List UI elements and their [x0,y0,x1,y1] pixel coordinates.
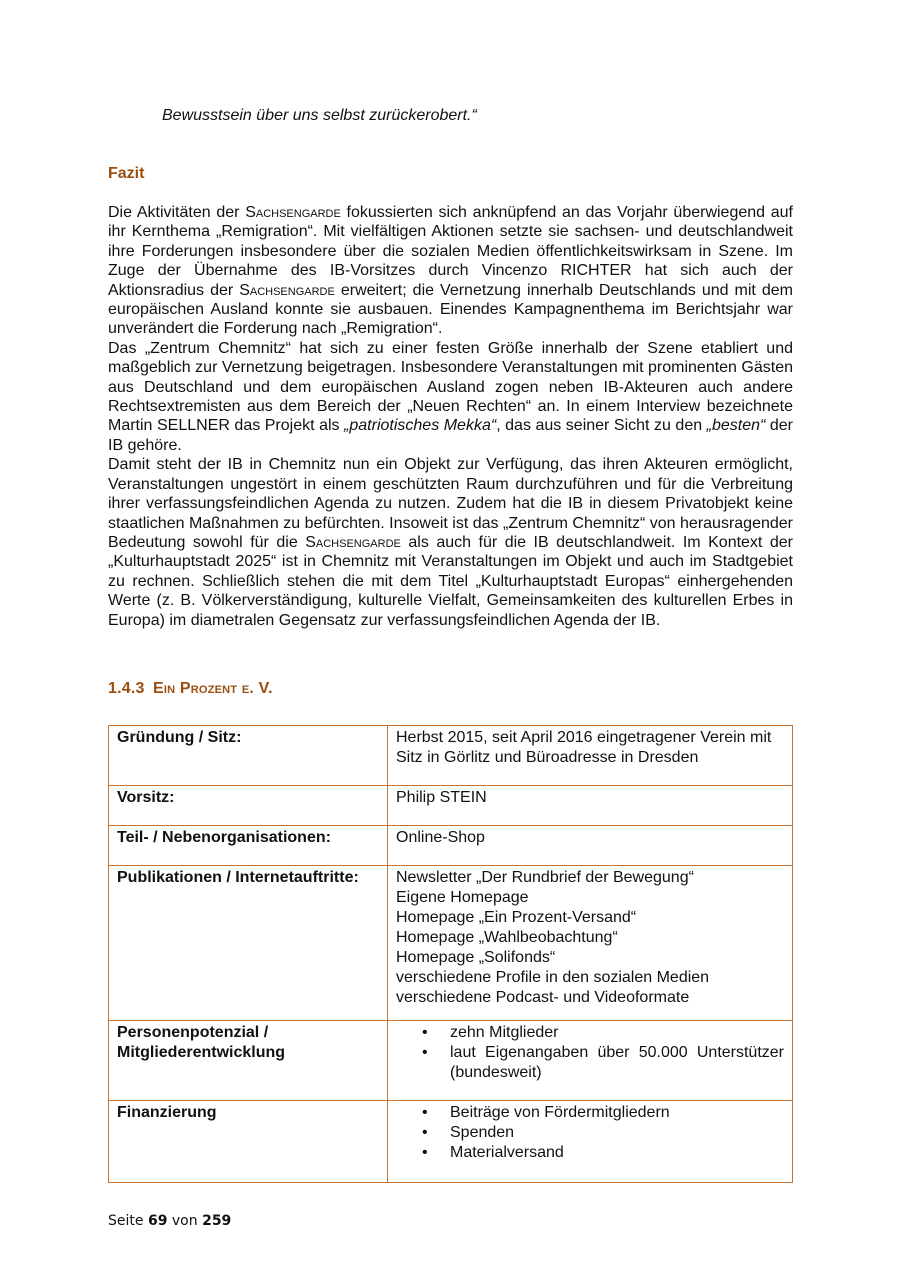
table-row [109,726,793,786]
org-name-sachsengarde: Sachsengarde [239,281,335,299]
text-run: als auch für die IB deutschlandweit. Im Kontext der „Kulturhauptstadt 2025“ ist in Chemnitz mit Veranstaltungen im Objekt und auch im Stadtgebiet zu rechnen. Schließlich stehen die mit dem Titel „Kulturhauptstadt Europas“ einhergehenden Werte (z. B. Völkerverständigung, kulturelle Vielfalt, Gemeinsamkeiten des kulturellen Erbes in Europa) im diametralen Gegensatz zur verfassungsfeindlichen Agenda der IB. [108,533,794,629]
bullet-list [396,1103,784,1163]
quote-besten: „besten“ [706,417,766,435]
section-heading [108,680,273,698]
row-label: Finanzierung [109,1101,388,1183]
value-line: Newsletter „Der Rundbrief der Bewegung“ [396,869,694,886]
table-row [109,866,793,1021]
value-line: verschiedene Profile in den sozialen Medien [396,969,710,986]
row-value [388,726,793,786]
text-run: Das „Zentrum Chemnitz“ hat sich zu einer festen Größe innerhalb der Szene etabliert und maßgeblich zur Vernetzung beigetragen. Insbesondere Veranstaltungen mit prominenten Gästen aus Deutschland und dem europäischen Ausland zogen neben IB-Akteuren auch andere Rechtsextremisten aus dem Bereich der „Neuen Rechten“ an. In einem Interview bezeichnete Martin SELLNER das Projekt als [108,339,793,435]
value-line: Homepage „Solifonds“ [396,949,556,966]
row-label: Vorsitz: [109,786,388,826]
quote-patriotisches-mekka: „patriotisches Mekka“ [344,417,497,435]
text-run: der IB gehöre. [108,417,793,454]
section-number: 1.4.3 [108,680,145,697]
value-line: Homepage „Wahlbeobachtung“ [396,929,618,946]
table-row [109,786,793,826]
list-item: • zehn Mitglieder [396,1023,784,1043]
row-label: Publikationen / Internetauftritte: [109,866,388,1021]
row-label: Gründung / Sitz: [109,726,388,786]
text-run: , das aus seiner Sicht zu den [496,417,707,435]
table-row [109,1021,793,1101]
quote-ending: Bewusstsein über uns selbst zurückerobert.“ [162,107,477,124]
row-value [388,1021,793,1101]
text-run: Die Aktivitäten der [108,204,246,221]
value-line: verschiedene Podcast- und Videoformate [396,989,690,1006]
organization-info-table [108,725,793,1183]
row-label: Personenpotenzial / Mitgliederentwicklung [109,1021,388,1101]
text-run: erweitert; die Vernetzung innerhalb Deutschlands und mit dem europäischen Ausland konnte sie ausbauen. Einendes Kampagnenthema im Berichtsjahr war unverändert die Forderung nach „Remigration“. [108,281,793,338]
text-run: Damit steht der IB in Chemnitz nun ein Objekt zur Verfügung, das ihren Akteuren ermöglicht, Veranstaltungen ungestört in einem geschützten Raum durchzuführen und für die Verbreitung ihrer verfassungsfeindlichen Agenda zu nutzen. Zudem hat die IB in diesem Privatobjekt keine staatlichen Maßnahmen zu befürchten. Insoweit ist das „Zentrum Chemnitz“ von herausragender Bedeutung sowohl für die [108,456,793,551]
row-label: Teil- / Nebenorganisationen: [109,826,388,866]
value-line: Herbst 2015, seit April 2016 eingetragener Verein mit Sitz in Görlitz und Büroadresse in Dresden [396,729,772,766]
fazit-body [108,203,793,630]
fazit-paragraph-3 [108,455,793,630]
row-value [388,1101,793,1183]
fazit-heading: Fazit [108,165,145,182]
footer-prefix: Seite [108,1213,144,1229]
value-line: Homepage „Ein Prozent-Versand“ [396,909,637,926]
page-number: 69 [147,1213,168,1229]
page-footer [108,1213,231,1229]
value-line: Eigene Homepage [396,889,529,906]
list-item: • Spenden [396,1123,784,1143]
table-row [109,826,793,866]
fazit-paragraph-1 [108,203,793,339]
text-run: fokussierten sich anknüpfend an das Vorjahr überwiegend auf ihr Kernthema „Remigration“. Mit vielfältigen Aktionen setzte sie sachsen- und deutschlandweit ihre Forderungen insbesondere über die sozialen Medien öffentlichkeitswirksam in Szene. Im Zuge der Übernahme des IB-Vorsitzes durch Vincenzo RICHTER hat sich auch der Aktionsradius der [108,204,793,299]
footer-middle: von [171,1213,198,1229]
section-title: Ein Prozent e. V. [153,680,273,697]
page-total: 259 [202,1213,232,1229]
list-item: • Materialversand [396,1143,784,1163]
list-item: • Beiträge von Fördermitgliedern [396,1103,784,1123]
bullet-list [396,1023,784,1083]
table-row [109,1101,793,1183]
row-value [388,866,793,1021]
value-line: Philip STEIN [396,789,487,806]
list-item: • laut Eigenangaben über 50.000 Unterstützer (bundesweit) [396,1043,784,1083]
org-name-sachsengarde: Sachsengarde [245,204,341,221]
row-value [388,826,793,866]
value-line: Online-Shop [396,829,485,846]
row-value [388,786,793,826]
org-name-sachsengarde: Sachsengarde [305,533,401,551]
fazit-paragraph-2 [108,339,793,455]
